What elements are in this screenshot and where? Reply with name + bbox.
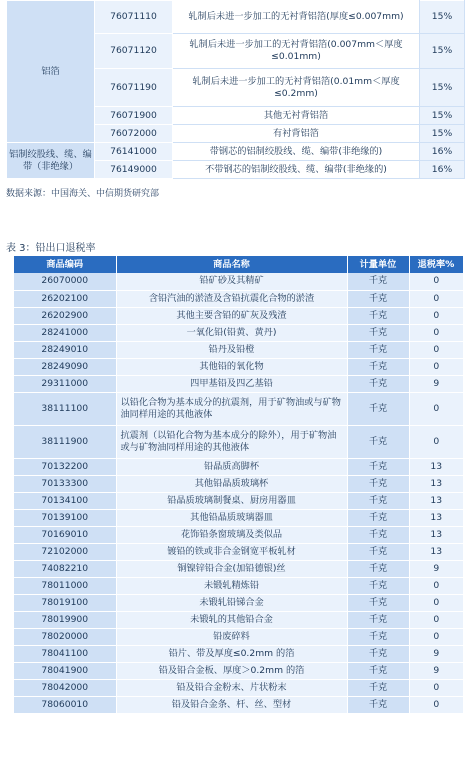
hs-code: 70139100 (14, 509, 116, 526)
rebate-rate: 0 (409, 392, 463, 425)
tax-rate: 15% (420, 125, 465, 143)
hs-code: 76071900 (95, 107, 173, 125)
hs-code: 76149000 (95, 161, 173, 179)
tax-rate: 16% (420, 161, 465, 179)
product-name: 一氧化铅(铅黄、黄丹) (116, 324, 347, 341)
table-row (14, 679, 463, 696)
rebate-rate: 13 (409, 543, 463, 560)
product-name: 铅及铅合金条、杆、丝、型材 (116, 696, 347, 713)
rebate-rate: 9 (409, 662, 463, 679)
product-name: 其他无衬背铝箔 (173, 107, 420, 125)
table-caption: 表 3：铅出口退税率 (6, 243, 96, 254)
product-name: 其他铅晶质玻璃器皿 (116, 509, 347, 526)
rebate-rate: 0 (409, 628, 463, 645)
unit-cell: 千克 (347, 458, 409, 475)
table-body (14, 273, 463, 713)
rebate-rate: 0 (409, 290, 463, 307)
unit-cell: 千克 (347, 425, 409, 458)
product-name: 铅矿砂及其精矿 (116, 273, 347, 290)
hs-code: 78019100 (14, 594, 116, 611)
rebate-rate: 9 (409, 375, 463, 392)
rebate-rate: 13 (409, 526, 463, 543)
hs-code: 78019900 (14, 611, 116, 628)
unit-cell: 千克 (347, 324, 409, 341)
rebate-rate: 0 (409, 307, 463, 324)
lead-export-rebate-table (14, 256, 464, 714)
rebate-rate: 0 (409, 324, 463, 341)
table-row (14, 273, 463, 290)
table-row (14, 458, 463, 475)
tax-rate: 15% (420, 1, 465, 34)
product-name: 轧制后未进一步加工的无衬背铝箔(厚度≤0.007mm) (173, 1, 420, 34)
hs-code: 76071110 (95, 1, 173, 34)
product-name: 其他主要含铅的矿灰及残渣 (116, 307, 347, 324)
product-name: 其他铅的氧化物 (116, 358, 347, 375)
table-row (14, 543, 463, 560)
product-name: 未锻轧精炼铅 (116, 577, 347, 594)
product-name: 四甲基铅及四乙基铅 (116, 375, 347, 392)
product-name: 轧制后未进一步加工的无衬背铝箔(0.01mm＜厚度≤0.2mm) (173, 69, 420, 107)
unit-cell: 千克 (347, 594, 409, 611)
unit-cell: 千克 (347, 662, 409, 679)
hs-code: 72102000 (14, 543, 116, 560)
product-name: 未锻轧的其他铅合金 (116, 611, 347, 628)
rebate-rate: 9 (409, 560, 463, 577)
hs-code: 26202100 (14, 290, 116, 307)
table-row (14, 307, 463, 324)
hs-code: 70133300 (14, 475, 116, 492)
hs-code: 78011000 (14, 577, 116, 594)
unit-cell: 千克 (347, 526, 409, 543)
product-name: 铅及铅合金板、厚度＞0.2mm 的箔 (116, 662, 347, 679)
table-row (14, 392, 463, 425)
table-row (7, 143, 465, 161)
unit-cell: 千克 (347, 358, 409, 375)
product-name: 抗震剂（以铅化合物为基本成分的除外），用于矿物油或与矿物油同样用途的其他液体 (116, 425, 347, 458)
product-name: 有衬背铝箔 (173, 125, 420, 143)
product-name: 铅晶质高脚杯 (116, 458, 347, 475)
table-row (14, 358, 463, 375)
hs-code: 76141000 (95, 143, 173, 161)
category-cell: 铝箔 (7, 1, 95, 143)
table-row (14, 526, 463, 543)
unit-cell: 千克 (347, 628, 409, 645)
table-row (14, 509, 463, 526)
hs-code: 26202900 (14, 307, 116, 324)
hs-code: 76071190 (95, 69, 173, 107)
unit-cell: 千克 (347, 307, 409, 324)
hs-code: 28249010 (14, 341, 116, 358)
unit-cell: 千克 (347, 509, 409, 526)
rebate-rate: 13 (409, 509, 463, 526)
hs-code: 26070000 (14, 273, 116, 290)
hs-code: 38111100 (14, 392, 116, 425)
hs-code: 76071120 (95, 34, 173, 69)
hs-code: 78041100 (14, 645, 116, 662)
rebate-rate: 0 (409, 594, 463, 611)
rebate-rate: 0 (409, 341, 463, 358)
aluminum-tax-table (6, 0, 465, 179)
rebate-rate: 0 (409, 425, 463, 458)
unit-cell: 千克 (347, 492, 409, 509)
hs-code: 78020000 (14, 628, 116, 645)
hs-code: 70169010 (14, 526, 116, 543)
rebate-rate: 9 (409, 645, 463, 662)
unit-cell: 千克 (347, 679, 409, 696)
hs-code: 76072000 (95, 125, 173, 143)
table-row (14, 290, 463, 307)
tax-rate: 15% (420, 69, 465, 107)
rebate-rate: 0 (409, 358, 463, 375)
table-row (7, 1, 465, 34)
rebate-rate: 0 (409, 577, 463, 594)
product-name: 铜镍锌铅合金(加铅德银)丝 (116, 560, 347, 577)
unit-cell: 千克 (347, 611, 409, 628)
product-name: 铅及铅合金粉末、片状粉末 (116, 679, 347, 696)
product-name: 以铅化合物为基本成分的抗震剂，用于矿物油或与矿物油同样用途的其他液体 (116, 392, 347, 425)
hs-code: 38111900 (14, 425, 116, 458)
tax-rate: 16% (420, 143, 465, 161)
header-unit: 计量单位 (347, 256, 409, 273)
data-source-note: 数据来源：中国海关、中信期货研究部 (6, 189, 160, 199)
unit-cell: 千克 (347, 560, 409, 577)
product-name: 铅废碎料 (116, 628, 347, 645)
unit-cell: 千克 (347, 543, 409, 560)
rebate-rate: 0 (409, 611, 463, 628)
table-row (14, 696, 463, 713)
rebate-rate: 13 (409, 458, 463, 475)
unit-cell: 千克 (347, 475, 409, 492)
hs-code: 28249090 (14, 358, 116, 375)
table-row (14, 324, 463, 341)
header-name: 商品名称 (116, 256, 347, 273)
table-row (14, 475, 463, 492)
table-header-row (14, 256, 463, 273)
product-name: 带钢芯的铝制绞股线、缆、编带(非绝缘的) (173, 143, 420, 161)
product-name: 铅片、带及厚度≤0.2mm 的箔 (116, 645, 347, 662)
table-row (14, 341, 463, 358)
table-row (14, 375, 463, 392)
product-name: 含铅汽油的淤渣及含铅抗震化合物的淤渣 (116, 290, 347, 307)
unit-cell: 千克 (347, 341, 409, 358)
product-name: 铅丹及铅橙 (116, 341, 347, 358)
unit-cell: 千克 (347, 645, 409, 662)
hs-code: 28241000 (14, 324, 116, 341)
rebate-rate: 0 (409, 696, 463, 713)
hs-code: 70132200 (14, 458, 116, 475)
hs-code: 29311000 (14, 375, 116, 392)
table-row (14, 492, 463, 509)
unit-cell: 千克 (347, 577, 409, 594)
table-row (14, 560, 463, 577)
rebate-rate: 13 (409, 475, 463, 492)
product-name: 其他铅晶质玻璃杯 (116, 475, 347, 492)
product-name: 铅晶质玻璃制餐桌、厨房用器皿 (116, 492, 347, 509)
product-name: 花饰铅条窗玻璃及类似品 (116, 526, 347, 543)
hs-code: 78041900 (14, 662, 116, 679)
table-row (14, 611, 463, 628)
rebate-rate: 0 (409, 273, 463, 290)
unit-cell: 千克 (347, 290, 409, 307)
category-cell: 铝制绞股线、缆、编带（非绝缘） (7, 143, 95, 179)
rebate-rate: 0 (409, 679, 463, 696)
product-name: 镀铅的铁或非合金钢宽平板轧材 (116, 543, 347, 560)
hs-code: 70134100 (14, 492, 116, 509)
tax-rate: 15% (420, 107, 465, 125)
hs-code: 78042000 (14, 679, 116, 696)
tax-rate: 15% (420, 34, 465, 69)
table-row (14, 594, 463, 611)
header-rate: 退税率% (409, 256, 463, 273)
table-row (14, 662, 463, 679)
table-row (14, 577, 463, 594)
product-name: 轧制后未进一步加工的无衬背铝箔(0.007mm＜厚度≤0.01mm) (173, 34, 420, 69)
header-code: 商品编码 (14, 256, 116, 273)
unit-cell: 千克 (347, 392, 409, 425)
product-name: 不带钢芯的铝制绞股线、缆、编带(非绝缘的) (173, 161, 420, 179)
product-name: 未锻轧铅锑合金 (116, 594, 347, 611)
table-row (14, 645, 463, 662)
unit-cell: 千克 (347, 375, 409, 392)
unit-cell: 千克 (347, 696, 409, 713)
table-row (14, 628, 463, 645)
table-row (14, 425, 463, 458)
unit-cell: 千克 (347, 273, 409, 290)
hs-code: 78060010 (14, 696, 116, 713)
hs-code: 74082210 (14, 560, 116, 577)
rebate-rate: 13 (409, 492, 463, 509)
